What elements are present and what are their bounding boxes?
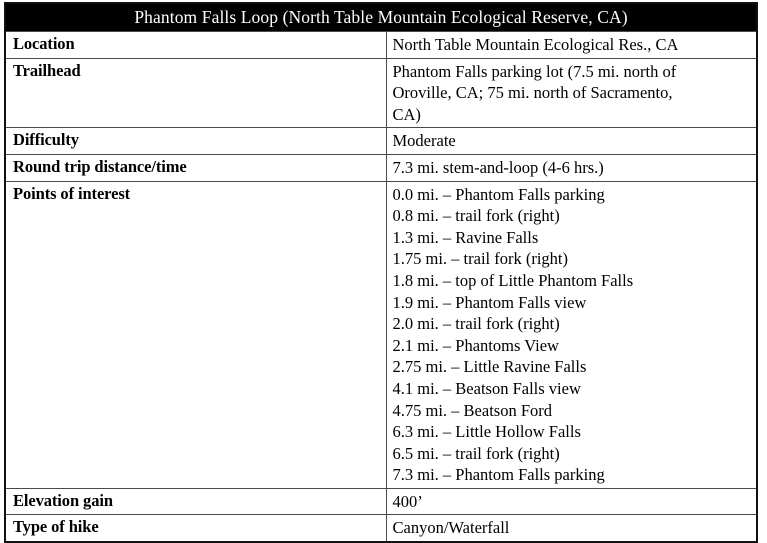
table-title-row — [5, 3, 757, 32]
list-item: 1.75 mi. – trail fork (right) — [392, 249, 569, 269]
row-label: Elevation gain — [5, 488, 386, 515]
points-of-interest-list — [393, 184, 753, 486]
list-item: 4.75 mi. – Beatson Ford — [392, 400, 552, 420]
row-value — [386, 32, 757, 59]
list-item: 6.3 mi. – Little Hollow Falls — [392, 422, 581, 442]
value-line: 7.3 mi. stem-and-loop (4-6 hrs.) — [392, 157, 604, 177]
list-item: 1.9 mi. – Phantom Falls view — [392, 292, 587, 312]
row-label: Round trip distance/time — [5, 154, 386, 181]
trail-info-table — [4, 2, 758, 543]
list-item: 4.1 mi. – Beatson Falls view — [392, 378, 581, 398]
list-item: 1.8 mi. – top of Little Phantom Falls — [392, 270, 634, 290]
table-row — [5, 128, 757, 155]
table-title: Phantom Falls Loop (North Table Mountain Ecological Reserve, CA) — [5, 3, 757, 32]
table-row — [5, 154, 757, 181]
value-line: Oroville, CA; 75 mi. north of Sacramento, — [392, 83, 673, 103]
row-value — [386, 154, 757, 181]
value-line: CA) — [392, 104, 421, 124]
list-item: 1.3 mi. – Ravine Falls — [392, 227, 539, 247]
value-line: Canyon/Waterfall — [392, 518, 510, 538]
table-row — [5, 488, 757, 515]
value-line: Phantom Falls parking lot (7.5 mi. north of — [392, 61, 677, 81]
row-label: Points of interest — [5, 181, 386, 488]
row-value — [386, 515, 757, 542]
table-row — [5, 32, 757, 59]
list-item: 2.1 mi. – Phantoms View — [392, 335, 559, 355]
value-line: North Table Mountain Ecological Res., CA — [392, 35, 679, 54]
value-line: 400’ — [392, 491, 423, 511]
row-label: Difficulty — [5, 128, 386, 155]
list-item: 0.0 mi. – Phantom Falls parking — [392, 184, 605, 204]
row-value — [386, 128, 757, 155]
row-value — [386, 488, 757, 515]
table-row — [5, 515, 757, 542]
list-item: 7.3 mi. – Phantom Falls parking — [392, 465, 605, 485]
list-item: 0.8 mi. – trail fork (right) — [392, 206, 560, 226]
list-item: 2.75 mi. – Little Ravine Falls — [392, 357, 587, 377]
row-value — [386, 181, 757, 488]
row-label: Location — [5, 32, 386, 59]
row-label: Type of hike — [5, 515, 386, 542]
table-body — [5, 3, 757, 542]
row-value — [386, 58, 757, 128]
list-item: 2.0 mi. – trail fork (right) — [392, 314, 560, 334]
table-row — [5, 58, 757, 128]
table-row — [5, 181, 757, 488]
list-item: 6.5 mi. – trail fork (right) — [392, 443, 560, 463]
row-label: Trailhead — [5, 58, 386, 128]
value-line: Moderate — [392, 131, 456, 151]
